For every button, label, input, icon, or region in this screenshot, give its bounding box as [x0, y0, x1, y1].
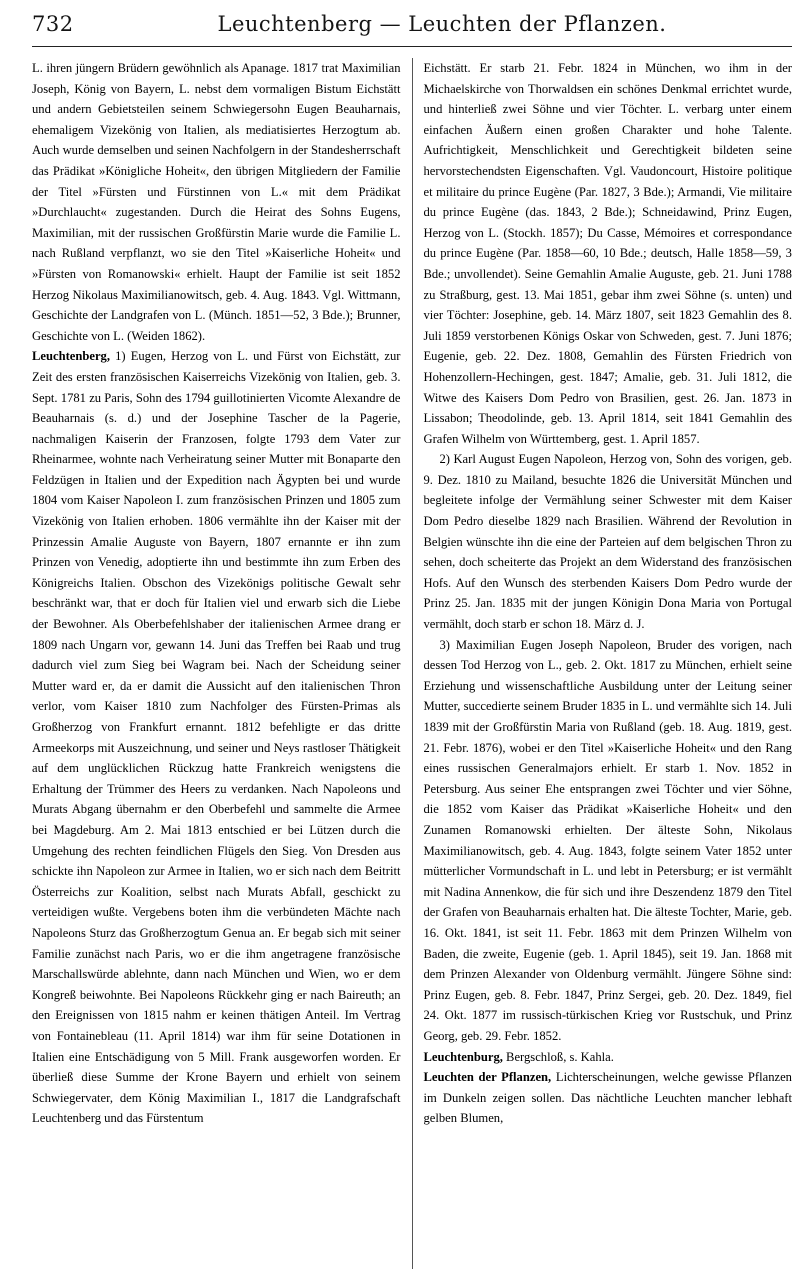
entry-leuchtenburg: Leuchtenburg, Bergschloß, s. Kahla. — [423, 1049, 614, 1064]
entry-leuchtenberg: Leuchtenberg, 1) Eugen, Herzog von L. und Fürst von Eichstätt, zur Zeit des ersten französischen Kaiserreichs Vizekönig von Italien, geb. 3. Sept. 1781 zu Paris, Sohn des 1794 guillotinierten Vicomte Alexandre de Beauharnais (s. d.) und der Josephine Tascher de la Pagerie, nachmaligen Kaiserin der Franzosen, folgte 1793 dem Vater zur Rheinarmee, wohnte nach Verheiratung seiner Mutter mit Bonaparte den Feldzügen in Italien und der Expedition nach Ägypten bei und wurde 1804 vom Kaiser Napoleon I. zum französischen Prinzen und 1805 zum Vizekönig von Italien erhoben. 1806 vermählte ihn der Kaiser mit der Prinzessin Amalie Auguste von Bayern, 1807 ernannte er ihn zum Prinzen von Venedig, adoptierte ihn und bestimmte ihn zum Erben des Königreichs Italien. Obschon des Vizekönigs politische Gewalt sehr beschränkt war, that er doch für Italien viel und erwarb sich die Liebe der Bewohner. Als Oberbefehlshaber der italienischen Armee drang er 1809 nach Ungarn vor, gewann 14. Juni das Treffen bei Raab und trug dadurch viel zum Sieg bei Wagram bei. Nach der Scheidung seiner Mutter ward er, da er damit die Aussicht auf den italienischen Thron verlor, vom Kaiser 1810 zum Nachfolger des Fürsten-Primas als Großherzog von Frankfurt ernannt. 1812 befehligte er das dritte Armeekorps mit Auszeichnung, und seiner und Neys rastloser Thätigkeit auf dem unglücklichen Rückzug hatte Frankreich wenigstens die Erhaltung der Trümmer des Heers zu verdanken. Nach Napoleons und Murats Abgang übernahm er den Oberbefehl und sammelte die Armee bei Magdeburg. Am 2. Mai 1813 entschied er bei Lützen durch die Umgehung des rechten feindlichen Flügels den Sieg. Von Dresden aus schickte ihn Napoleon zur Armee in Italien, wo er sich nach dem Beitritt Österreichs zur Koalition, selbst nach Murats Abfall, geschickt zu verteidigen wußte. Vergebens boten ihm die verbündeten Mächte nach Napoleons Sturz das Großherzogtum Genua an. Er begab sich mit seiner Familie zunächst nach Paris, wo er die ihm angetragene französische Marschallswürde ablehnte, dann nach München und Wien, wo er dem Kongreß beiwohnte. Bei Napoleons Rückkehr ging er nach Baireuth; an den Ereignissen von 1815 nahm er keinen thätigen Anteil. Im Vertrag von Fontainebleau (11. April 1814) war ihm für seine Dotationen in Italien eine Entschädigung von 5 Mill. Frank ausgeworfen worden. Er überließ diese Summe der Krone Bayern und erhielt von seinem Schwiegervater, dem König Maximilian I., 1817 die Landgrafschaft Leuchtenberg und das Fürstentum — [32, 349, 401, 1126]
header-rule — [32, 46, 792, 47]
left-column — [32, 58, 412, 1269]
headword: Leuchten der Pflanzen, — [423, 1070, 552, 1085]
paragraph: Eichstätt. Er starb 21. Febr. 1824 in München, wo ihm in der Michaelskirche von Thorwaldsen ein schönes Denkmal errichtet wurde, und hinterließ zwei Söhne und vier Töchter. L. verbarg unter einem einfachen Äußern einen großen Charakter und hohe Talente. Aufrichtigkeit, Menschlichkeit und Gerechtigkeit bildeten seine hervorstechendsten Eigenschaften. Vgl. Vaudoncourt, Histoire politique et militaire du prince Eugène (Par. 1827, 3 Bde.); Armandi, Vie militaire du prince Eugène (das. 1843, 2 Bde.); Schneidawind, Prinz Eugen, Herzog von L. (Stockh. 1857); Du Casse, Mémoires et correspondance du prince Eugène (Par. 1858—60, 10 Bde.; deutsch, Halle 1858—59, 3 Bde.; unvollendet). Seine Gemahlin Amalie Auguste, geb. 21. Juni 1788 zu Straßburg, gest. 13. Mai 1851, gebar ihm zwei Söhne (s. unten) und vier Töchter: Josephine, geb. 14. März 1807, seit 1823 Gemahlin des 8. Juli 1859 verstorbenen Königs Oskar von Schweden, gest. 7. Juni 1876; Eugenie, geb. 22. Dez. 1808, Gemahlin des Fürsten Friedrich von Hohenzollern-Hechingen, gest. 1847; Amalie, geb. 31. Juli 1812, die Witwe des Kaisers Dom Pedro von Brasilien, gest. 26. Jan. 1873 in Lissabon; Theodolinde, geb. 13. April 1814, seit 1841 Gemahlin des Grafen Wilhelm von Württemberg, gest. 1. April 1857. — [423, 61, 792, 446]
page-header — [32, 10, 792, 46]
right-column — [412, 58, 792, 1269]
running-title: Leuchtenberg — Leuchten der Pflanzen. — [217, 12, 667, 36]
page-number: 732 — [32, 12, 74, 36]
text-columns — [32, 58, 792, 1269]
paragraph: 3) Maximilian Eugen Joseph Napoleon, Bruder des vorigen, nach dessen Tod Herzog von L., geb. 2. Okt. 1817 zu München, erhielt seine Erziehung und wissenschaftliche Ausbildung unter der Leitung seiner Mutter, succedierte seinem Bruder 1835 in L. und vermählte sich 14. Juli 1839 mit der Großfürstin Maria von Rußland (geb. 18. Aug. 1819, gest. 21. Febr. 1876), wobei er den Titel »Kaiserliche Hoheit« und den Rang eines russischen Generalmajors erhielt. Er starb 1. Nov. 1852 in Petersburg. Aus seiner Ehe entsprangen zwei Töchter und vier Söhne, die 1852 vom Kaiser das Prädikat »Kaiserliche Hoheit« und den Zunamen Romanowski erhielten. Der älteste Sohn, Nikolaus Maximilianowitsch, geb. 4. Aug. 1843, folgte seinem Vater 1852 unter mütterlicher Vormundschaft in L. und lebt in Petersburg; er ist vermählt mit Nadina Annenkow, die für sich und ihre Deszendenz 1879 den Titel der Grafen von Beauharnais erhalten hat. Die älteste Tochter, Marie, geb. 16. Okt. 1841, ist seit 11. Febr. 1863 mit dem Prinzen Wilhelm von Baden, die zweite, Eugenie (geb. 1. April 1845), seit 19. Jan. 1868 mit dem Prinzen Alexander von Oldenburg vermählt. Jüngere Söhne sind: Prinz Eugen, geb. 8. Febr. 1847, Prinz Sergei, geb. 20. Dez. 1849, fiel 24. Okt. 1877 im russisch-türkischen Krieg vor Rustschuk, und Prinz Georg, geb. 29. Febr. 1852. — [423, 637, 792, 1043]
paragraph: 2) Karl August Eugen Napoleon, Herzog von, Sohn des vorigen, geb. 9. Dez. 1810 zu Mailand, besuchte 1826 die Universität München und begleitete infolge der Vermählung seiner Schwester mit dem Kaiser Dom Pedro dieselbe 1829 nach Brasilien. Während der Revolution in Belgien wünschte ihn die eine der Parteien auf dem belgischen Thron zu sehen, doch scheiterte das Projekt an dem Widerstand des französischen Hofs. Auf den Wunsch des sterbenden Kaisers Dom Pedro wurde der Prinz 25. Jan. 1835 mit der jungen Königin Dona Maria von Portugal vermählt, doch starb er schon 18. März d. J. — [423, 452, 792, 632]
headword: Leuchtenburg, — [423, 1049, 503, 1064]
entry-leuchten-der-pflanzen: Leuchten der Pflanzen, Lichterscheinungen, welche gewisse Pflanzen im Dunkeln zeigen sollen. Das nächtliche Leuchten mancher lebhaft gelben Blumen, — [423, 1070, 792, 1126]
paragraph: L. ihren jüngern Brüdern gewöhnlich als Apanage. 1817 trat Maximilian Joseph, König von Bayern, L. nebst dem vormaligen Bistum Eichstätt und andern Gebietsteilen seinem Schwiegersohn Eugen Beauharnais, ehemaligem Vizekönig von Italien, als mediatisiertes Herzogtum ab. Auch wurde demselben und seinen Nachfolgern in der Standesherrschaft das Prädikat »Königliche Hoheit«, den übrigen Mitgliedern der Familie der Titel »Fürsten und Fürstinnen von L.« mit dem Prädikat »Durchlaucht« zugestanden. Durch die Heirat des Sohns Eugens, Maximilian, mit der russischen Großfürstin Marie wurde die Familie L. nach Rußland verpflanzt, wo sie den Titel »Kaiserliche Hoheit« und »Fürsten von Romanowski« erhielt. Haupt der Familie ist seit 1852 Herzog Nikolaus Maximilianowitsch, geb. 4. Aug. 1843. Vgl. Wittmann, Geschichte der Landgrafen von L. (Münch. 1851—52, 3 Bde.); Brunner, Geschichte von L. (Weiden 1862). — [32, 61, 401, 343]
headword: Leuchtenberg, — [32, 349, 111, 364]
